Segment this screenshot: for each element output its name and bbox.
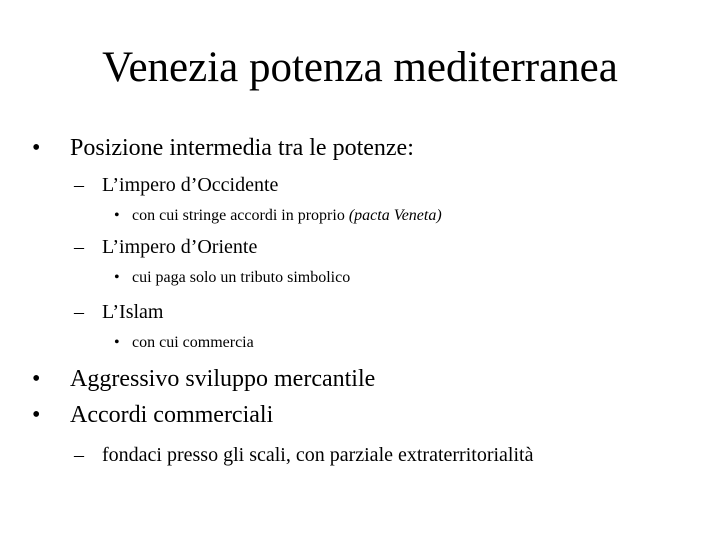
sub-bullet-text: L’impero d’Oriente bbox=[102, 236, 258, 258]
sub-sub-bullet-text: cui paga solo un tributo simbolico bbox=[132, 269, 351, 286]
dash-icon: – bbox=[74, 301, 84, 323]
bullet-text: Posizione intermedia tra le potenze: bbox=[70, 135, 414, 161]
bullet-dot-icon: • bbox=[114, 269, 120, 286]
bullet-dot-icon: • bbox=[114, 334, 120, 351]
slide-title: Venezia potenza mediterranea bbox=[102, 44, 618, 91]
dash-icon: – bbox=[74, 444, 84, 466]
sub-bullet-text: fondaci presso gli scali, con parziale extraterritorialità bbox=[102, 444, 534, 466]
bullet-dot-icon: • bbox=[32, 402, 41, 428]
sub-sub-bullet-text: con cui stringe accordi in proprio (pacta Veneta) bbox=[132, 207, 442, 224]
sub-bullet-text: L’Islam bbox=[102, 301, 164, 323]
sub-sub-bullet-text: con cui commercia bbox=[132, 334, 254, 351]
bullet-dot-icon: • bbox=[32, 366, 41, 392]
bullet-dot-icon: • bbox=[114, 207, 120, 224]
dash-icon: – bbox=[74, 174, 84, 196]
bullet-text: Aggressivo sviluppo mercantile bbox=[70, 366, 376, 392]
dash-icon: – bbox=[74, 236, 84, 258]
italic-text: (pacta Veneta) bbox=[348, 207, 442, 224]
bullet-text: Accordi commerciali bbox=[70, 402, 274, 428]
bullet-dot-icon: • bbox=[32, 135, 41, 161]
sub-bullet-text: L’impero d’Occidente bbox=[102, 174, 279, 196]
